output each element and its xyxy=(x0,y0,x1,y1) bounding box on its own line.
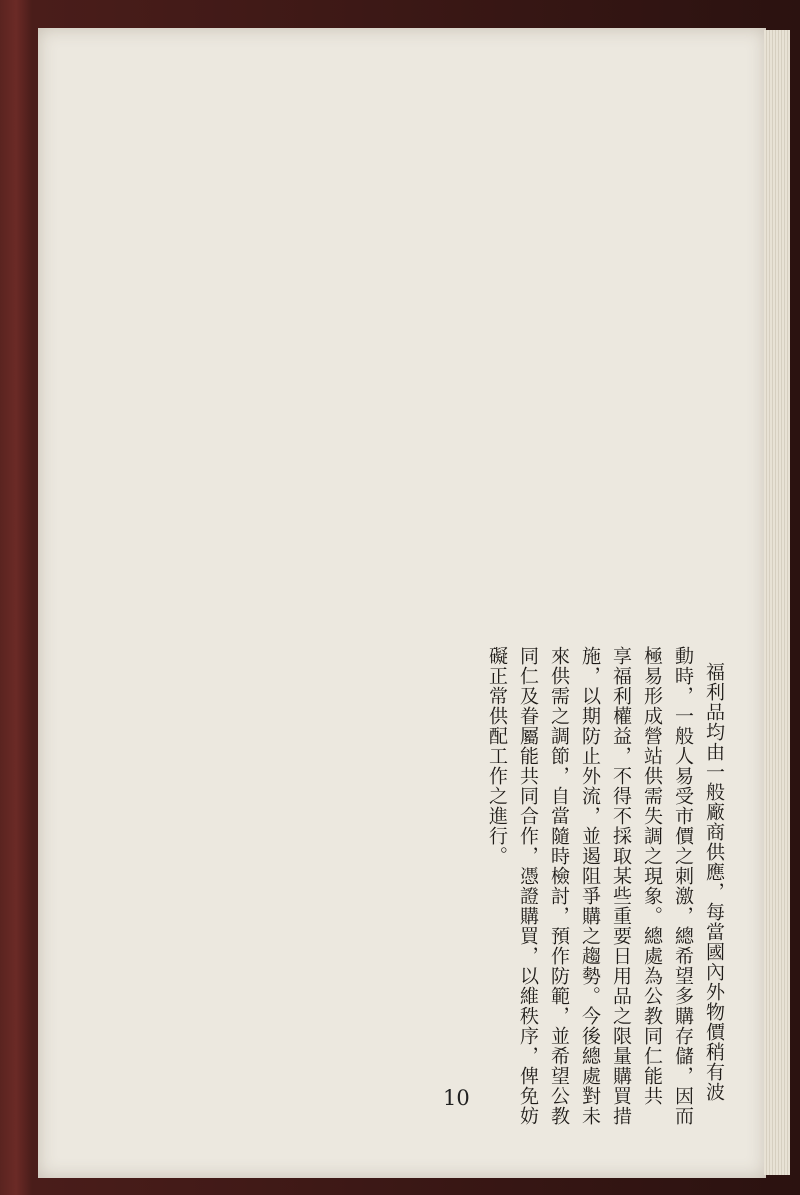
page-edges xyxy=(764,30,790,1175)
text-column: 來供需之調節，自當隨時檢討，預作防範，並希望公教 xyxy=(548,646,570,1126)
text-column: 福利品均由一般廠商供應，每當國內外物價稍有波 xyxy=(703,662,725,1102)
text-column: 礙正常供配工作之進行。 xyxy=(486,646,508,866)
text-column: 同仁及眷屬能共同合作，憑證購買，以維秩序，俾免妨 xyxy=(517,646,539,1126)
page-number: 10 xyxy=(443,1086,470,1110)
page xyxy=(38,28,766,1178)
text-column: 動時，一般人易受市價之刺激，總希望多購存儲，因而 xyxy=(672,646,694,1126)
text-column: 享福利權益，不得不採取某些重要日用品之限量購買措 xyxy=(610,646,632,1126)
text-column: 極易形成營站供需失調之現象。總處為公教同仁能共 xyxy=(641,646,663,1106)
text-column: 施，以期防止外流，並遏阻爭購之趨勢。今後總處對未 xyxy=(579,646,601,1126)
